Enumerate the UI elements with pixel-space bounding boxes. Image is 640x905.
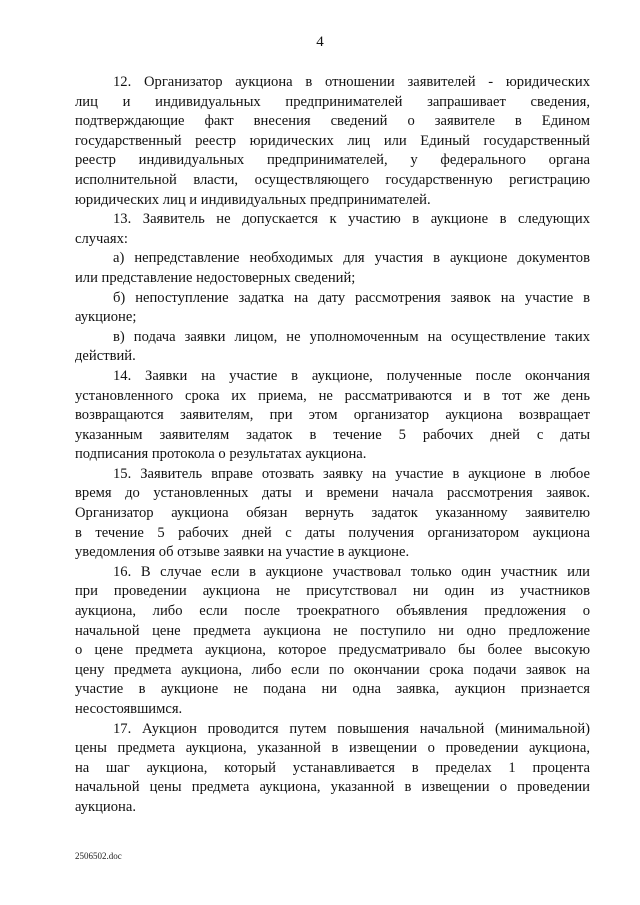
text-line: Организатор аукциона обязан вернуть задаток указанному заявителю bbox=[75, 505, 590, 522]
text-line: подписания протокола о результатах аукциона. bbox=[75, 446, 367, 463]
text-line: несостоявшимся. bbox=[75, 701, 183, 717]
text-line: участие в аукционе не подана ни одна заявка, аукцион признается bbox=[75, 681, 590, 698]
text-line: юридических лиц и индивидуальных предпринимателей. bbox=[75, 191, 431, 208]
paragraph-first-line: 17. Аукцион проводится путем повышения начальной (минимальной) bbox=[113, 720, 590, 737]
text-line: цены предмета аукциона, указанной в извещении о проведении аукциона, bbox=[75, 740, 590, 757]
text-line: аукциона, либо если после троекратного объявления предложения о bbox=[75, 603, 590, 620]
text-line: в течение 5 рабочих дней с даты получения организатором аукциона bbox=[75, 524, 590, 541]
file-name-footer: 2506502.doc bbox=[75, 851, 122, 861]
paragraph-first-line: б) непоступление задатка на дату рассмотрения заявок на участие в bbox=[113, 289, 590, 306]
text-line: или представление недостоверных сведений; bbox=[75, 269, 356, 286]
text-line: начальной цены предмета аукциона, указанной в извещении о проведении bbox=[75, 779, 590, 796]
text-line: лиц и индивидуальных предпринимателей запрашивает сведения, bbox=[75, 93, 590, 110]
text-line: уведомления об отзыве заявки на участие в аукционе. bbox=[75, 544, 410, 561]
text-line: начальной цене предмета аукциона не поступило ни одно предложение bbox=[75, 622, 590, 639]
text-line: аукционе; bbox=[75, 309, 137, 326]
text-line: реестр индивидуальных предпринимателей, у федерального органа bbox=[75, 152, 590, 169]
text-line: установленного срока их приема, не рассматриваются и в тот же день bbox=[75, 387, 590, 404]
text-line: аукциона. bbox=[75, 798, 136, 815]
text-line: исполнительной власти, осуществляющего государственную регистрацию bbox=[75, 171, 590, 188]
text-line: о цене предмета аукциона, которое предусматривало бы более высокую bbox=[75, 642, 590, 659]
text-line: подтверждающие факт внесения сведений о заявителе в Едином bbox=[75, 113, 590, 130]
paragraph-first-line: 12. Организатор аукциона в отношении заявителей - юридических bbox=[113, 74, 590, 90]
paragraph-first-line: а) непредставление необходимых для участия в аукционе документов bbox=[113, 250, 590, 267]
text-line: время до установленных даты и времени начала рассмотрения заявок. bbox=[75, 485, 590, 502]
text-line: случаях: bbox=[75, 230, 128, 247]
paragraph-first-line: 16. В случае если в аукционе участвовал только один участник или bbox=[113, 563, 590, 580]
text-line: цену предмета аукциона, либо если по окончании срока подачи заявок на bbox=[75, 661, 590, 678]
text-line: возвращаются заявителям, при этом организатор аукциона возвращает bbox=[75, 407, 590, 424]
page-number: 4 bbox=[316, 34, 324, 50]
paragraph-first-line: в) подача заявки лицом, не уполномоченным на осуществление таких bbox=[113, 328, 590, 345]
paragraph-first-line: 14. Заявки на участие в аукционе, полученные после окончания bbox=[113, 367, 590, 384]
text-line: государственный реестр юридических лиц или Единый государственный bbox=[75, 132, 590, 149]
paragraph-first-line: 13. Заявитель не допускается к участию в аукционе в следующих bbox=[113, 211, 590, 228]
text-line: действий. bbox=[75, 348, 136, 365]
paragraph-first-line: 15. Заявитель вправе отозвать заявку на участие в аукционе в любое bbox=[113, 465, 590, 482]
text-line: на шаг аукциона, который устанавливается в пределах 1 процента bbox=[75, 759, 590, 776]
text-line: при проведении аукциона не присутствовал ни один из участников bbox=[75, 583, 590, 600]
text-line: указанным заявителям задаток в течение 5 рабочих дней с даты bbox=[75, 426, 590, 443]
body-text bbox=[75, 73, 590, 818]
